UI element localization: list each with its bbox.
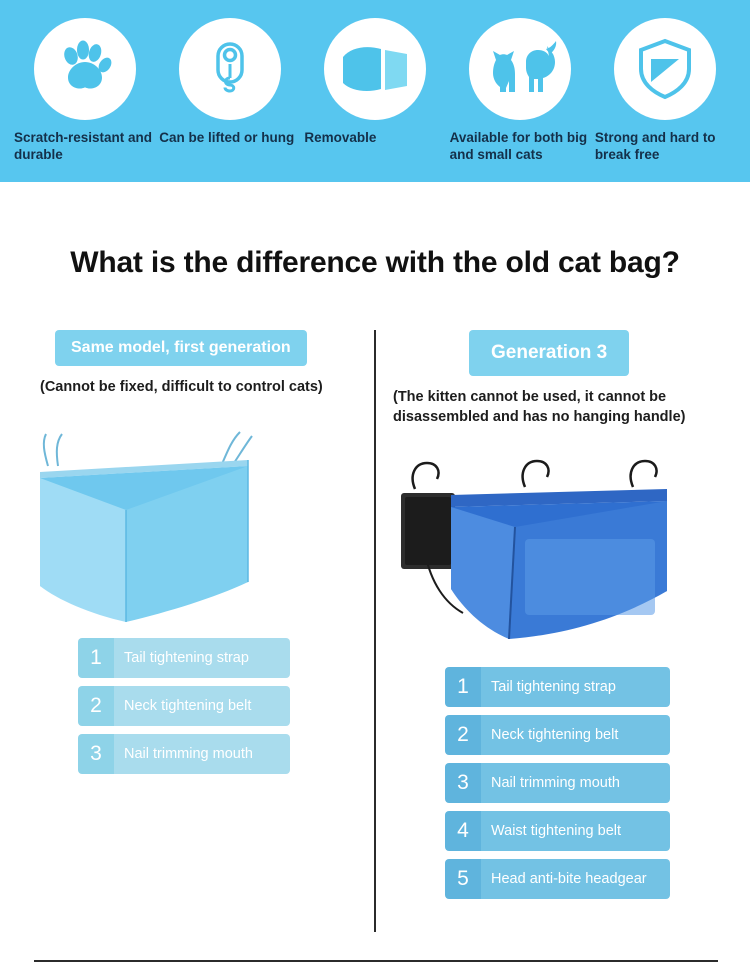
list-item-label: Neck tightening belt — [114, 686, 290, 726]
list-item — [445, 667, 670, 707]
list-item-number: 1 — [78, 638, 114, 678]
list-item — [445, 715, 670, 755]
comparison-column-old — [0, 330, 375, 950]
list-item-number: 2 — [78, 686, 114, 726]
list-item-number: 3 — [445, 763, 481, 803]
list-item — [445, 859, 670, 899]
old-generation-title: Same model, first generation — [55, 330, 307, 366]
removable-panel-icon — [324, 18, 426, 120]
list-item-number: 1 — [445, 667, 481, 707]
feature-item-hangable — [157, 18, 302, 147]
page-title: What is the difference with the old cat bag? — [70, 246, 680, 279]
spacer — [0, 182, 750, 240]
feature-label: Can be lifted or hung — [159, 130, 295, 145]
list-item-label: Tail tightening strap — [114, 638, 290, 678]
carabiner-hook-icon — [179, 18, 281, 120]
old-generation-feature-list — [0, 638, 375, 774]
paw-print-icon — [34, 18, 136, 120]
list-item — [78, 734, 290, 774]
list-item-label: Tail tightening strap — [481, 667, 670, 707]
gen3-feature-list — [375, 667, 750, 899]
list-item-number: 5 — [445, 859, 481, 899]
feature-banner — [0, 0, 750, 182]
two-cats-icon — [469, 18, 571, 120]
feature-label: Strong and hard to break free — [594, 130, 716, 162]
feature-label: Available for both big and small cats — [449, 130, 588, 162]
list-item — [445, 763, 670, 803]
list-item — [445, 811, 670, 851]
list-item-label: Head anti-bite headgear — [481, 859, 670, 899]
feature-label: Scratch-resistant and durable — [14, 130, 153, 162]
list-item-number: 2 — [445, 715, 481, 755]
list-item-label: Nail trimming mouth — [481, 763, 670, 803]
gen3-title: Generation 3 — [469, 330, 629, 376]
list-item-label: Neck tightening belt — [481, 715, 670, 755]
feature-item-removable — [302, 18, 447, 147]
old-generation-product-image — [0, 414, 375, 624]
comparison-column-gen3 — [375, 330, 750, 950]
comparison-section — [0, 330, 750, 950]
list-item — [78, 686, 290, 726]
feature-item-scratch-resistant — [12, 18, 157, 164]
list-item-label: Waist tightening belt — [481, 811, 670, 851]
shield-icon — [614, 18, 716, 120]
feature-item-strong — [593, 18, 738, 164]
gen3-note: (The kitten cannot be used, it cannot be disassembled and has no hanging handle) — [393, 389, 686, 425]
gen3-product-image — [375, 443, 750, 653]
list-item-number: 4 — [445, 811, 481, 851]
list-item — [78, 638, 290, 678]
old-generation-note: (Cannot be fixed, difficult to control cats) — [40, 379, 323, 395]
feature-label: Removable — [304, 130, 377, 145]
list-item-number: 3 — [78, 734, 114, 774]
list-item-label: Nail trimming mouth — [114, 734, 290, 774]
feature-item-cat-sizes — [448, 18, 593, 164]
bottom-rule — [34, 960, 718, 962]
